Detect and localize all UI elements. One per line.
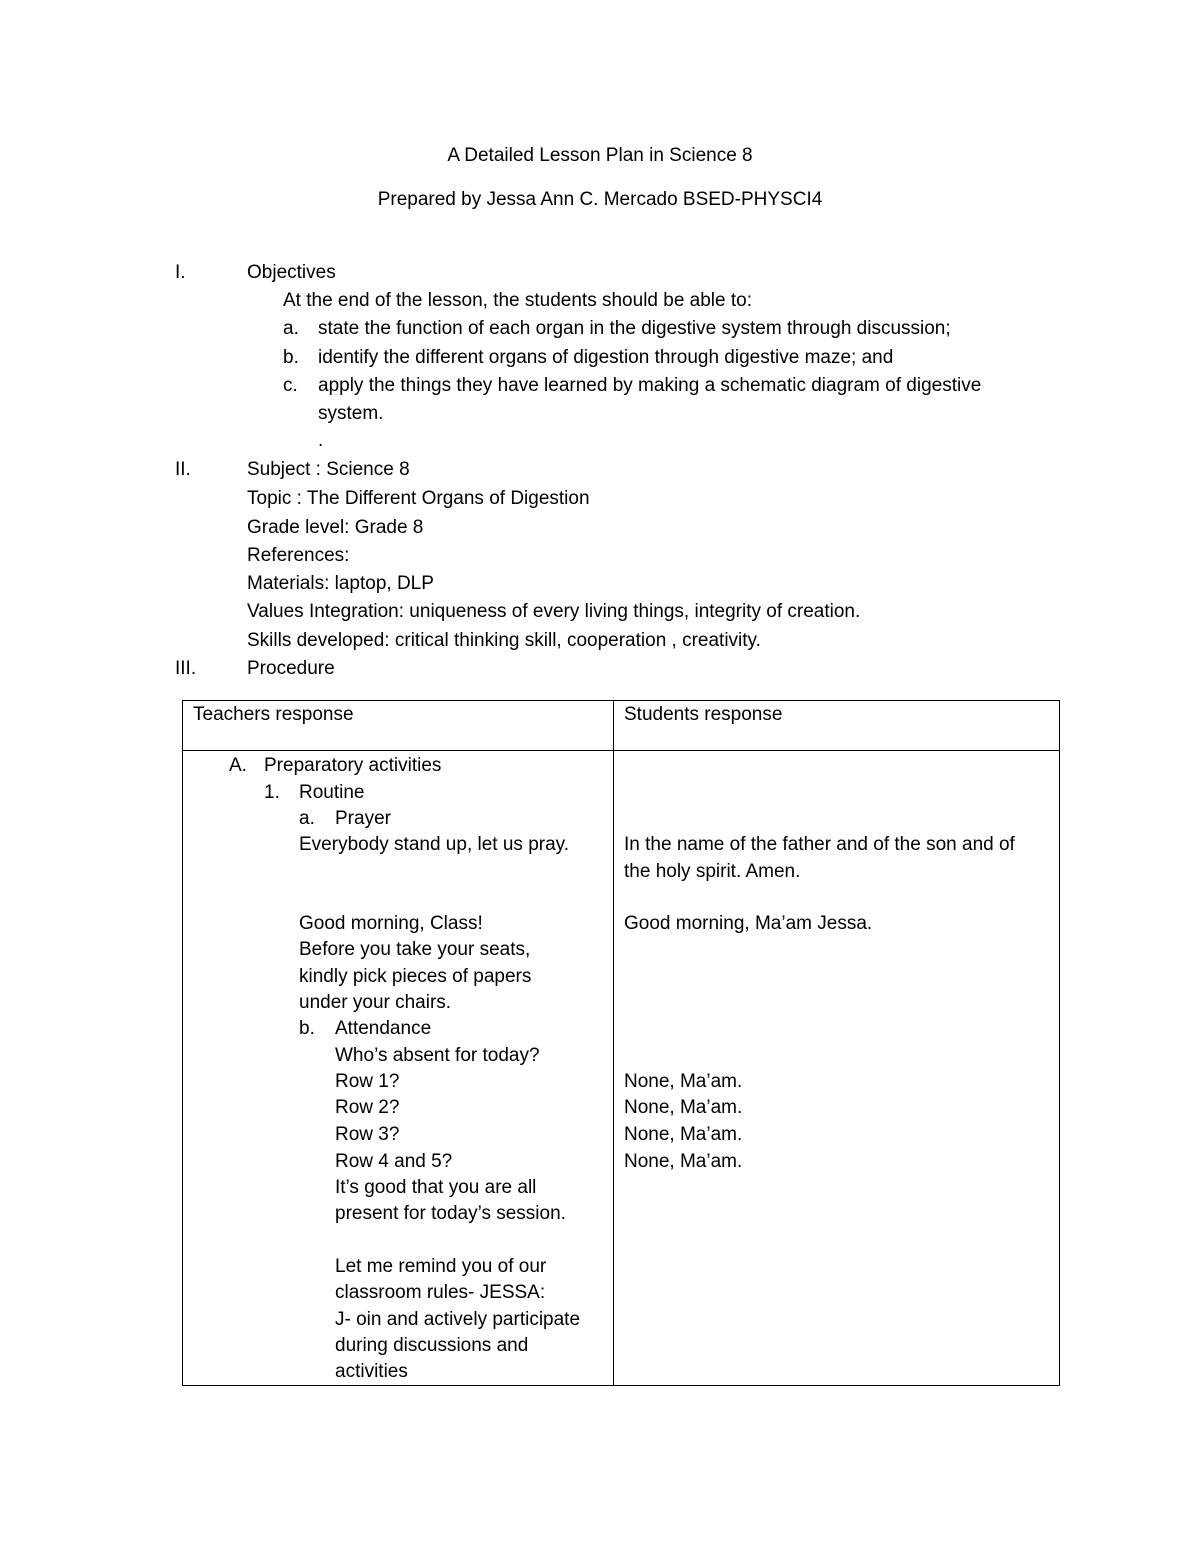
prayer-title: Prayer xyxy=(335,808,391,829)
teacher-line: It’s good that you are all xyxy=(335,1177,537,1198)
document-title: A Detailed Lesson Plan in Science 8 xyxy=(447,145,753,166)
teacher-line: Row 3? xyxy=(335,1124,400,1145)
section-numeral-subject: II. xyxy=(175,459,191,480)
objective-item: identify the different organs of digestion through digestive maze; and xyxy=(318,347,894,368)
teacher-line: present for today’s session. xyxy=(335,1203,566,1224)
student-line: None, Ma’am. xyxy=(624,1097,743,1118)
prepared-by: Prepared by Jessa Ann C. Mercado BSED-PHYSCI4 xyxy=(377,189,823,210)
references-line: References: xyxy=(247,545,350,566)
topic-line: Topic : The Different Organs of Digestion xyxy=(247,488,590,509)
objective-item: apply the things they have learned by making a schematic diagram of digestive xyxy=(318,375,982,396)
grade-level-line: Grade level: Grade 8 xyxy=(247,517,424,538)
teacher-line: Row 2? xyxy=(335,1097,400,1118)
teacher-line: Row 1? xyxy=(335,1071,400,1092)
teacher-line: J- oin and actively participate xyxy=(335,1309,581,1330)
teacher-line: Good morning, Class! xyxy=(299,913,483,934)
objective-item: state the function of each organ in the digestive system through discussion; xyxy=(318,318,951,339)
teacher-line: under your chairs. xyxy=(299,992,452,1013)
student-line: None, Ma’am. xyxy=(624,1124,743,1145)
subject-line: Subject : Science 8 xyxy=(247,459,410,480)
attendance-letter: b. xyxy=(299,1018,315,1039)
routine-number: 1. xyxy=(264,782,280,803)
student-line: None, Ma’am. xyxy=(624,1151,743,1172)
student-line: the holy spirit. Amen. xyxy=(624,861,801,882)
section-numeral-procedure: III. xyxy=(175,658,197,679)
teacher-column-header: Teachers response xyxy=(193,704,354,725)
teacher-line: kindly pick pieces of papers xyxy=(299,966,532,987)
values-integration-line: Values Integration: uniqueness of every living things, integrity of creation. xyxy=(247,601,861,622)
table-header-divider xyxy=(182,750,1060,751)
objective-letter: c. xyxy=(283,375,298,396)
objective-letter: a. xyxy=(283,318,299,339)
attendance-title: Attendance xyxy=(335,1018,432,1039)
objective-item-continued: system. xyxy=(318,403,384,424)
objectives-heading: Objectives xyxy=(247,262,336,283)
student-column-header: Students response xyxy=(624,704,783,725)
teacher-line: Before you take your seats, xyxy=(299,939,531,960)
teacher-line: during discussions and xyxy=(335,1335,529,1356)
section-numeral-objectives: I. xyxy=(175,262,186,283)
section-title: Preparatory activities xyxy=(264,755,442,776)
routine-title: Routine xyxy=(299,782,365,803)
materials-line: Materials: laptop, DLP xyxy=(247,573,434,594)
prayer-teacher-line: Everybody stand up, let us pray. xyxy=(299,834,570,855)
prayer-letter: a. xyxy=(299,808,315,829)
skills-developed-line: Skills developed: critical thinking skill, cooperation , creativity. xyxy=(247,630,761,651)
teacher-line: Let me remind you of our xyxy=(335,1256,547,1277)
table-column-divider xyxy=(613,700,614,1386)
student-line: None, Ma’am. xyxy=(624,1071,743,1092)
objectives-intro: At the end of the lesson, the students should be able to: xyxy=(283,290,752,311)
student-line: In the name of the father and of the son and of xyxy=(624,834,1015,855)
objective-trailing-dot: . xyxy=(318,430,324,451)
student-line: Good morning, Ma’am Jessa. xyxy=(624,913,873,934)
procedure-heading: Procedure xyxy=(247,658,335,679)
teacher-line: Row 4 and 5? xyxy=(335,1151,453,1172)
teacher-line: Who’s absent for today? xyxy=(335,1045,540,1066)
teacher-line: activities xyxy=(335,1361,408,1382)
objective-letter: b. xyxy=(283,347,299,368)
section-letter: A. xyxy=(229,755,247,776)
teacher-line: classroom rules- JESSA: xyxy=(335,1282,546,1303)
